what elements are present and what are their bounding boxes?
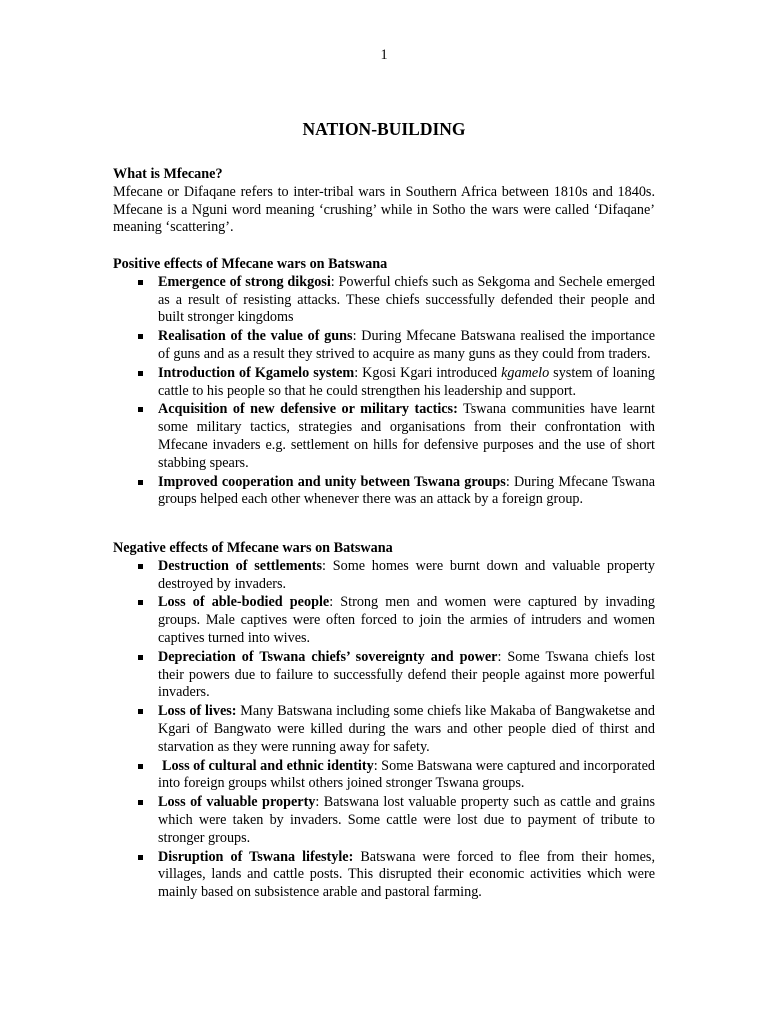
intro-heading: What is Mfecane? <box>113 166 223 182</box>
item-term: Depreciation of Tswana chiefs’ sovereignty and power <box>158 648 498 665</box>
list-item <box>113 365 655 401</box>
list-item <box>113 849 655 902</box>
item-term: Loss of lives: <box>158 703 237 720</box>
item-term: Disruption of Tswana lifestyle: <box>158 848 354 865</box>
intro-section <box>113 166 655 237</box>
list-item <box>113 474 655 510</box>
list-item <box>113 594 655 647</box>
item-text: : Some homes were burnt down and valuable property destroyed by invaders. <box>158 557 655 592</box>
item-term: Acquisition of new defensive or military tactics: <box>158 401 458 418</box>
item-term: Improved cooperation and unity between Tswana groups <box>158 473 506 490</box>
list-item <box>113 794 655 847</box>
item-text: : Kgosi Kgari introduced <box>354 364 502 381</box>
item-text: : Powerful chiefs such as Sekgoma and Sechele emerged as a result of resisting attacks. These chiefs successfully defended their people and built stronger kingdoms <box>158 273 655 326</box>
list-item <box>113 703 655 756</box>
item-italic-term: kgamelo <box>501 364 550 381</box>
item-text: Many Batswana including some chiefs like Makaba of Bangwaketse and Kgari of Bangwato were killed during the wars and other people died of thirst and starvation as they were running away for safety. <box>158 703 655 755</box>
item-text: : During Mfecane Tswana groups helped each other whenever there was an attack by a foreign group. <box>158 473 655 508</box>
item-term: Loss of cultural and ethnic identity <box>162 757 374 774</box>
item-text: Batswana were forced to flee from their homes, villages, lands and cattle posts. This disrupted their economic activities which were mainly based on subsistence arable and pastoral farming. <box>158 848 655 901</box>
item-text: : Batswana lost valuable property such as cattle and grains which were taken by invaders. Some cattle were lost due to payment of tribute to stronger groups. <box>158 794 655 846</box>
list-item <box>113 558 655 594</box>
item-text: Tswana communities have learnt some military tactics, strategies and organisations from their confrontation with Mfecane invaders e.g. settlement on hills for defensive purposes and the use of short stabbing spears. <box>158 401 655 471</box>
item-term: Introduction of Kgamelo system <box>158 364 355 381</box>
item-text: : During Mfecane Batswana realised the importance of guns and as a result they strived to acquire as many guns as they could from traders. <box>158 328 655 362</box>
list-item <box>113 401 655 472</box>
negative-list <box>113 558 655 902</box>
list-item <box>113 274 655 327</box>
item-term: Emergence of strong dikgosi <box>158 273 331 290</box>
item-text: : Some Tswana chiefs lost their powers due to failure to successfully defend their people against more powerful invaders. <box>158 648 655 701</box>
page-number: 1 <box>380 47 388 63</box>
list-item <box>113 328 655 364</box>
item-term: Realisation of the value of guns <box>158 328 353 345</box>
page-title: NATION-BUILDING <box>302 119 466 139</box>
negative-section <box>113 540 655 903</box>
item-text: system of loaning cattle to his people so that he could strengthen his leadership and support. <box>158 364 655 399</box>
negative-heading: Negative effects of Mfecane wars on Batswana <box>113 540 393 556</box>
positive-heading: Positive effects of Mfecane wars on Batswana <box>113 256 388 272</box>
list-item <box>113 649 655 702</box>
item-term: Loss of valuable property <box>158 794 316 811</box>
list-item <box>113 758 655 794</box>
item-text: : Some Batswana were captured and incorporated into foreign groups whilst others joined stronger Tswana groups. <box>158 757 655 792</box>
item-term: Loss of able-bodied people <box>158 594 330 611</box>
item-text: : Strong men and women were captured by invading groups. Male captives were often forced to join the armies of intruders and women captives turned into wives. <box>158 594 656 646</box>
positive-list <box>113 274 655 509</box>
intro-paragraph: Mfecane or Difaqane refers to inter-tribal wars in Southern Africa between 1810s and 1840s. Mfecane is a Nguni word meaning ‘crushing’ while in Sotho the wars were called ‘Difaqane’ meaning ‘scattering’. <box>113 183 655 236</box>
positive-section <box>113 256 655 510</box>
item-term: Destruction of settlements <box>158 557 323 574</box>
